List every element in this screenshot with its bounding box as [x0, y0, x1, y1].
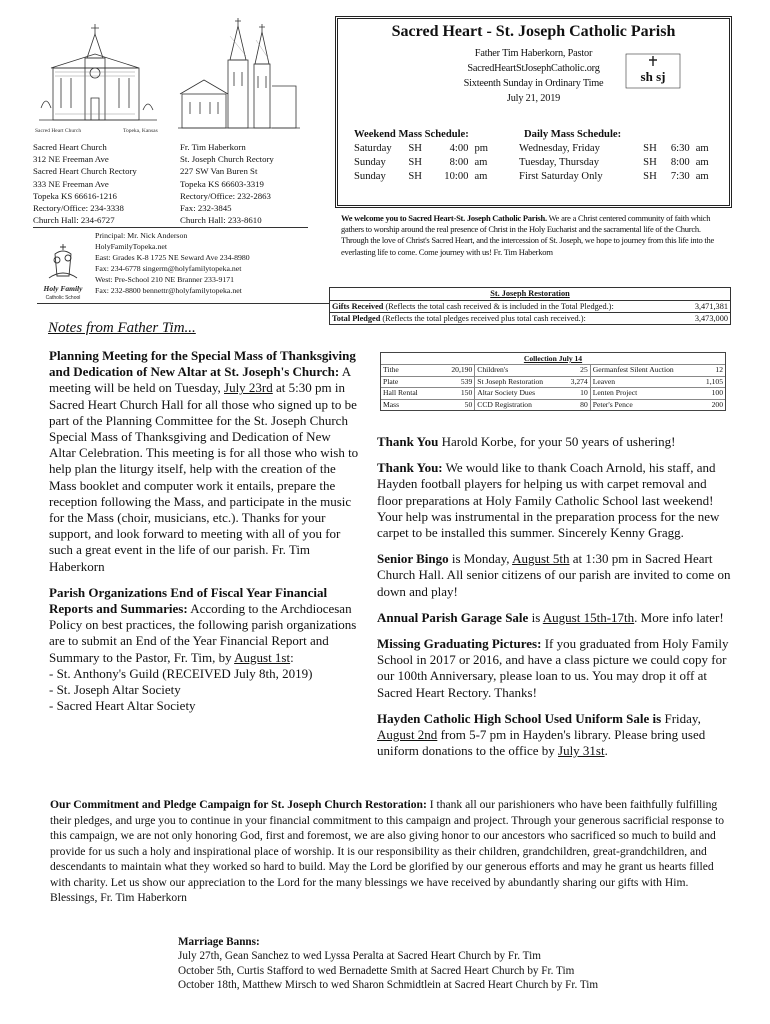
restoration-label: Gifts Received	[332, 302, 384, 311]
collection-category: Lenten Project	[590, 388, 688, 400]
marriage-banns	[178, 935, 728, 992]
weekend-time: 8:00	[449, 157, 469, 168]
address-line: Sacred Heart Church Rectory	[33, 166, 137, 177]
collection-row	[381, 388, 725, 400]
marriage-banns-heading: Marriage Banns:	[178, 936, 260, 948]
daily-day: First Saturday Only	[519, 171, 603, 182]
address-line: Sacred Heart Church	[33, 142, 107, 152]
marriage-bann-item: October 5th, Curtis Stafford to wed Bernadette Smith at Sacred Heart Church by Fr. Tim	[178, 964, 575, 977]
school-line: Principal: Mr. Nick Anderson	[95, 231, 188, 240]
weekend-day: Saturday	[354, 143, 392, 154]
welcome-text: We are a Christ centered community of faith which gathers to worship around the real presence of Christ in the Holy Eucharist and the sacramental life of the Church. Through the love of Christ's Sacred Heart, and the intercession of St. Joseph, we hope to journey from this life into the everlasting life to come. Come journey with us! Fr. Tim Haberkorn	[341, 213, 715, 257]
address-line: 333 NE Freeman Ave	[33, 178, 109, 189]
financial-reports-notice	[49, 585, 359, 715]
collection-category: Altar Society Dues	[475, 388, 557, 400]
graduating-pictures-title: Missing Graduating Pictures:	[377, 636, 542, 652]
thank-you-title: Thank You:	[377, 460, 443, 476]
daily-time: 6:30	[670, 143, 690, 154]
collection-category: CCD Registration	[475, 399, 557, 410]
weekend-ampm: am	[474, 157, 488, 168]
pastor-line: Father Tim Haberkorn, Pastor	[474, 48, 593, 59]
collection-amount: 3,274	[557, 376, 590, 388]
daily-time: 7:30	[670, 171, 690, 182]
restoration-label: Total Pledged	[332, 314, 381, 323]
financial-reports-date: August 1st	[234, 649, 291, 665]
collection-amount: 12	[689, 365, 725, 377]
welcome-bold: We welcome you to Sacred Heart-St. Joseph Catholic Parish.	[341, 213, 547, 223]
collection-amount: 200	[689, 399, 725, 410]
weekend-time: 4:00	[449, 143, 469, 154]
collection-heading: Collection July 14	[523, 354, 583, 363]
financial-reports-text: According to the Archdiocesan Policy on best practices, the following parish organizations are to submit an End of the Year Financial Report and Summary to the Pastor, Fr. Tim, by	[49, 601, 357, 665]
school-line: Fax: 232-8800 bennettr@holyfamilytopeka.net	[95, 286, 242, 295]
daily-location: SH	[643, 143, 657, 154]
collection-category: Germanfest Silent Auction	[590, 365, 688, 377]
parish-header-box	[335, 16, 732, 208]
collection-amount: 539	[438, 376, 475, 388]
address-line: Rectory/Office: 234-3338	[33, 203, 124, 214]
mass-schedule-row	[354, 142, 719, 156]
daily-day: Wednesday, Friday	[519, 143, 600, 154]
divider	[33, 227, 308, 228]
restoration-desc: (Reflects the total pledges received plus total cash received.):	[380, 314, 586, 323]
weekend-location: SH	[408, 171, 422, 182]
parish-logo	[625, 53, 681, 89]
collection-table	[380, 352, 726, 411]
marriage-bann-item: July 27th, Gean Sanchez to wed Lyssa Peralta at Sacred Heart Church by Fr. Tim	[178, 950, 541, 963]
collection-category: Mass	[381, 399, 438, 410]
school-line: HolyFamilyTopeka.net	[95, 242, 167, 251]
restoration-desc: (Reflects the total cash received & is included in the Total Pledged.):	[383, 302, 614, 311]
address-line: 227 SW Van Buren St	[180, 166, 258, 177]
organization-item: - Sacred Heart Altar Society	[49, 698, 196, 714]
uniform-sale-text: Friday,	[661, 710, 701, 726]
collection-amount: 20,190	[438, 365, 475, 377]
financial-reports-text: :	[290, 649, 294, 665]
bulletin-date: July 21, 2019	[506, 93, 561, 104]
collection-row	[381, 376, 725, 388]
divider	[37, 303, 330, 304]
garage-sale-date: August 15th-17th	[542, 609, 635, 625]
restoration-row	[330, 312, 730, 324]
senior-bingo-notice	[377, 551, 734, 600]
daily-schedule-heading: Daily Mass Schedule:	[524, 129, 622, 140]
collection-category: St Joseph Restoration	[475, 376, 557, 388]
restoration-table	[329, 287, 731, 325]
daily-ampm: am	[695, 171, 709, 182]
restoration-amount: 3,473,000	[694, 314, 728, 323]
weekend-day: Sunday	[354, 171, 386, 182]
daily-location: SH	[643, 157, 657, 168]
school-contact	[95, 230, 335, 296]
daily-day: Tuesday, Thursday	[519, 157, 599, 168]
weekend-location: SH	[408, 157, 422, 168]
uniform-sale-text: from 5-7 pm in Hayden's library. Please bring used uniform donations to the office by	[377, 727, 706, 759]
thank-you-text: We would like to thank Coach Arnold, his staff, and Hayden football players for helping us with carpet removal and floor preparations at Holy Family Catholic School last weekend! Your help was instrumental in the preparation process for the new carpet to be installed this summer. Sincerely Kenny Gragg.	[377, 460, 720, 541]
planning-text: A meeting will be held on Tuesday,	[49, 364, 351, 396]
liturgical-sunday: Sixteenth Sunday in Ordinary Time	[463, 78, 604, 89]
address-line: Rectory/Office: 232-2863	[180, 190, 271, 201]
uniform-sale-title: Hayden Catholic High School Used Uniform Sale is	[377, 710, 662, 726]
school-logo-title: Holy Family	[43, 284, 83, 293]
garage-sale-text: is	[528, 609, 543, 625]
collection-row	[381, 365, 725, 377]
planning-meeting-title: Planning Meeting for the Special Mass of Thanksgiving and Dedication of New Altar at St. Joseph's Church:	[49, 348, 356, 380]
st-joseph-address-block	[180, 141, 330, 226]
right-column	[377, 434, 734, 769]
collection-row	[381, 399, 725, 410]
thank-you-title: Thank You	[377, 434, 439, 449]
garage-sale-text: . More info later!	[634, 609, 724, 625]
mass-schedule-row	[354, 156, 719, 170]
graduating-pictures-notice	[377, 636, 734, 701]
collection-category: Plate	[381, 376, 438, 388]
senior-bingo-title: Senior Bingo	[377, 551, 449, 567]
uniform-deadline-date: July 31st	[558, 743, 605, 759]
pledge-campaign-message	[50, 797, 730, 906]
weekend-time: 10:00	[444, 171, 469, 182]
address-line: Church Hall: 233-8610	[180, 215, 262, 226]
weekend-location: SH	[408, 143, 422, 154]
organization-item: - St. Joseph Altar Society	[49, 682, 181, 698]
school-line: Fax: 234-6778 singerm@holyfamilytopeka.net	[95, 264, 242, 273]
address-line: Church Hall: 234-6727	[33, 215, 115, 226]
address-line: Topeka KS 66603-3319	[180, 178, 264, 189]
graduating-pictures-text: If you graduated from Holy Family School in 2017 or 2016, and have a class picture we could copy for our 100th Anniversary, please loan to us. You may drop it off at Sacred Heart Rectory. Thanks!	[377, 636, 729, 700]
mass-schedule	[354, 128, 719, 184]
collection-category: Tithe	[381, 365, 438, 377]
collection-amount: 100	[689, 388, 725, 400]
pledge-campaign-title: Our Commitment and Pledge Campaign for St. Joseph Church Restoration:	[50, 798, 427, 811]
sacred-heart-church-sketch	[33, 18, 163, 136]
restoration-amount: 3,471,381	[694, 302, 728, 311]
thank-you-text: Harold Korbe, for your 50 years of ushering!	[438, 434, 676, 449]
collection-amount: 80	[557, 399, 590, 410]
restoration-heading: St. Joseph Restoration	[330, 288, 730, 301]
senior-bingo-text: at 1:30 pm in Sacred Heart Church Hall. All senior citizens of our parish are invited to come on down and play!	[377, 551, 731, 599]
pledge-campaign-text: I thank all our parishioners who have been faithfully fulfilling their pledges, and urge you to continue in your financial commitment to this campaign and project. Through your generous sacrificial response to this campaign, we are not only honoring God, first and foremost, we are also giving honor to our ancestors who sacrificed so much to build and provide for us such a holy and inspirational place of worship. It is our responsibility as their children, grandchildren, great-grandchildren, and descendants to maintain what they worked so hard to build. May the Lord be glorified by our generous efforts and may he grant us hearts filled with charity. Let us show our appreciation to the Lord for the many blessings we have received by abundantly sharing our gifts with Him. Blessings, Fr. Tim Haberkorn	[50, 798, 725, 904]
weekend-ampm: am	[474, 171, 488, 182]
collection-amount: 25	[557, 365, 590, 377]
school-line: West: Pre-School 210 NE Branner 233-9171	[95, 275, 235, 284]
marriage-bann-item: October 18th, Matthew Mirsch to wed Sharon Schmidtlein at Sacred Heart Church by Fr. Tim	[178, 978, 599, 991]
sketch-caption: Sacred Heart Church	[35, 128, 82, 134]
planning-meeting-notice	[49, 348, 359, 575]
address-line: Fax: 232-3845	[180, 203, 232, 214]
address-line: Topeka KS 66616-1216	[33, 190, 117, 201]
address-line: Fr. Tim Haberkorn	[180, 142, 246, 152]
uniform-sale-text: .	[604, 743, 608, 759]
garage-sale-notice	[377, 610, 734, 626]
parish-website: SacredHeartStJosephCatholic.org	[467, 63, 600, 74]
thank-you-football	[377, 460, 734, 541]
daily-ampm: am	[695, 143, 709, 154]
notes-heading: Notes from Father Tim...	[48, 320, 196, 336]
collection-amount: 1,105	[689, 376, 725, 388]
daily-location: SH	[643, 171, 657, 182]
st-joseph-church-sketch	[178, 16, 300, 138]
uniform-sale-date: August 2nd	[377, 727, 438, 743]
address-line: St. Joseph Church Rectory	[180, 154, 274, 165]
welcome-message	[341, 213, 729, 258]
collection-category: Peter's Pence	[590, 399, 688, 410]
holy-family-school-logo	[37, 240, 89, 302]
organization-item: - St. Anthony's Guild (RECEIVED July 8th, 2019)	[49, 665, 313, 681]
weekend-ampm: pm	[474, 143, 488, 154]
garage-sale-title: Annual Parish Garage Sale	[377, 609, 529, 625]
thank-you-ushering	[377, 434, 734, 450]
collection-category: Leaven	[590, 376, 688, 388]
sacred-heart-address-block	[33, 141, 183, 226]
senior-bingo-text: is Monday,	[448, 551, 513, 567]
daily-time: 8:00	[670, 157, 690, 168]
school-logo-subtitle: Catholic School	[45, 295, 81, 301]
weekend-day: Sunday	[354, 157, 386, 168]
address-line: 312 NE Freeman Ave	[33, 154, 109, 165]
collection-amount: 10	[557, 388, 590, 400]
mass-schedule-row	[354, 170, 719, 184]
collection-amount: 150	[438, 388, 475, 400]
planning-date: July 23rd	[224, 380, 273, 396]
collection-category: Hall Rental	[381, 388, 438, 400]
collection-category: Children's	[475, 365, 557, 377]
left-column	[49, 348, 359, 724]
planning-text: at 5:30 pm in Sacred Heart Church Hall for all those who signed up to be part of the Planning Committee for the St. Joseph Church Special Mass of Thanksgiving and Dedication of New Altar Celebration. This meeting is for all those who wish to help plan the liturgy itself, help with the creation of the Mass booklet and computer work it entails, prepare the reception following the Mass, and participate in the music for the Mass (choir, musicians, etc.). Thanks for your support, and look forward to meeting with all of you for such a great event in the life of our parish. Fr. Tim Haberkorn	[49, 380, 359, 574]
senior-bingo-date: August 5th	[512, 551, 570, 567]
sketch-caption-place: Topeka, Kansas	[123, 128, 158, 134]
daily-ampm: am	[695, 157, 709, 168]
parish-logo-text: sh sj	[640, 69, 666, 84]
parish-title: Sacred Heart - St. Joseph Catholic Parish	[391, 23, 676, 40]
financial-reports-title: Parish Organizations End of Fiscal Year Financial Reports and Summaries:	[49, 584, 328, 617]
collection-amount: 50	[438, 399, 475, 410]
restoration-row	[330, 301, 730, 312]
weekend-schedule-heading: Weekend Mass Schedule:	[354, 129, 469, 140]
uniform-sale-notice	[377, 711, 734, 760]
school-line: East: Grades K-8 1725 NE Seward Ave 234-8980	[95, 253, 250, 262]
